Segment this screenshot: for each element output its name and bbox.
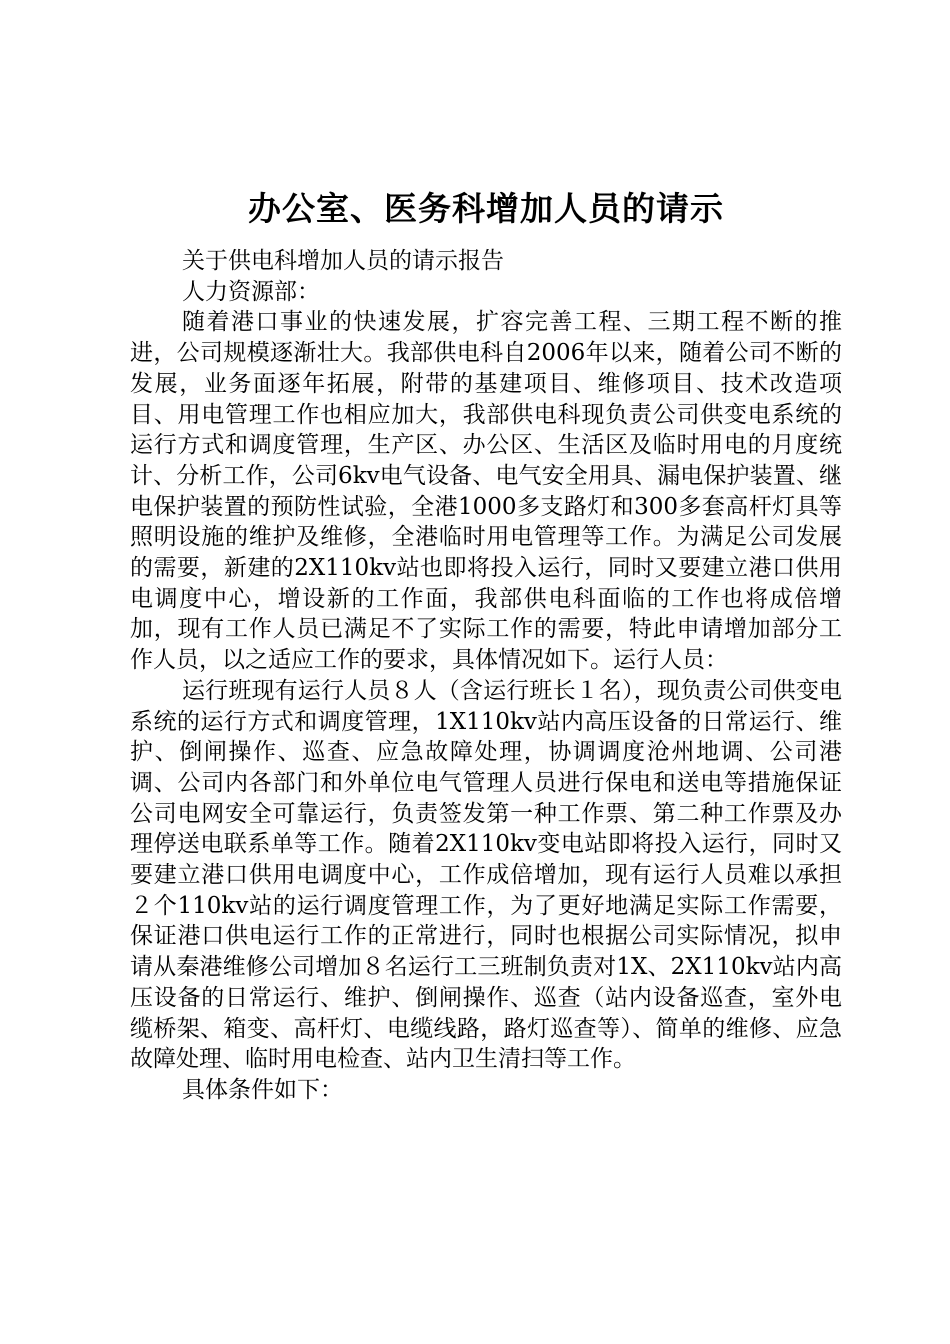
report-subtitle: 关于供电科增加人员的请示报告 <box>182 248 504 274</box>
body-paragraph-2: 运行班现有运行人员８人（含运行班长１名），现负责公司供变电系统的运行方式和调度管理，1X110kv站内高压设备的日常运行、维护、倒闸操作、巡查、应急故障处理，协调调度沧州地调、公司港调、公司内各部门和外单位电气管理人员进行保电和送电等措施保证公司电网安全可靠运行，负责签发第一种工作票、第二种工作票及办理停送电联系单等工作。随着2X110kv变电站即将投入运行，同时又要建立港口供用电调度中心，工作成倍增加，现有运行人员难以承担２个110kv站的运行调度管理工作，为了更好地满足实际工作需要，保证港口供电运行工作的正常进行，同时也根据公司实际情况，拟申请从秦港维修公司增加８名运行工三班制负责对1X、2X110kv站内高压设备的日常运行、维护、倒闸操作、巡查（站内设备巡查，室外电缆桥架、箱变、高杆灯、电缆线路，路灯巡查等）、简单的维修、应急故障处理、临时用电检查、站内卫生清扫等工作。 <box>130 677 842 1073</box>
document-page <box>130 182 842 1106</box>
body-paragraph-1: 随着港口事业的快速发展，扩容完善工程、三期工程不断的推进，公司规模逐渐壮大。我部供电科自2006年以来，随着公司不断的发展，业务面逐年拓展，附带的基建项目、维修项目、技术改造项目、用电管理工作也相应加大，我部供电科现负责公司供变电系统的运行方式和调度管理，生产区、办公区、生活区及临时用电的月度统计、分析工作，公司6kv电气设备、电气安全用具、漏电保护装置、继电保护装置的预防性试验，全港1000多支路灯和300多套高杆灯具等照明设施的维护及维修，全港临时用电管理等工作。为满足公司发展的需要，新建的2X110kv站也即将投入运行，同时又要建立港口供用电调度中心，增设新的工作面，我部供电科面临的工作也将成倍增加，现有工作人员已满足不了实际工作的需要，特此申请增加部分工作人员，以之适应工作的要求，具体情况如下。运行人员： <box>130 309 842 674</box>
body-paragraph-3: 具体条件如下： <box>182 1076 343 1103</box>
document-title: 办公室、医务科增加人员的请示 <box>248 189 724 228</box>
recipient-line: 人力资源部： <box>182 278 320 305</box>
